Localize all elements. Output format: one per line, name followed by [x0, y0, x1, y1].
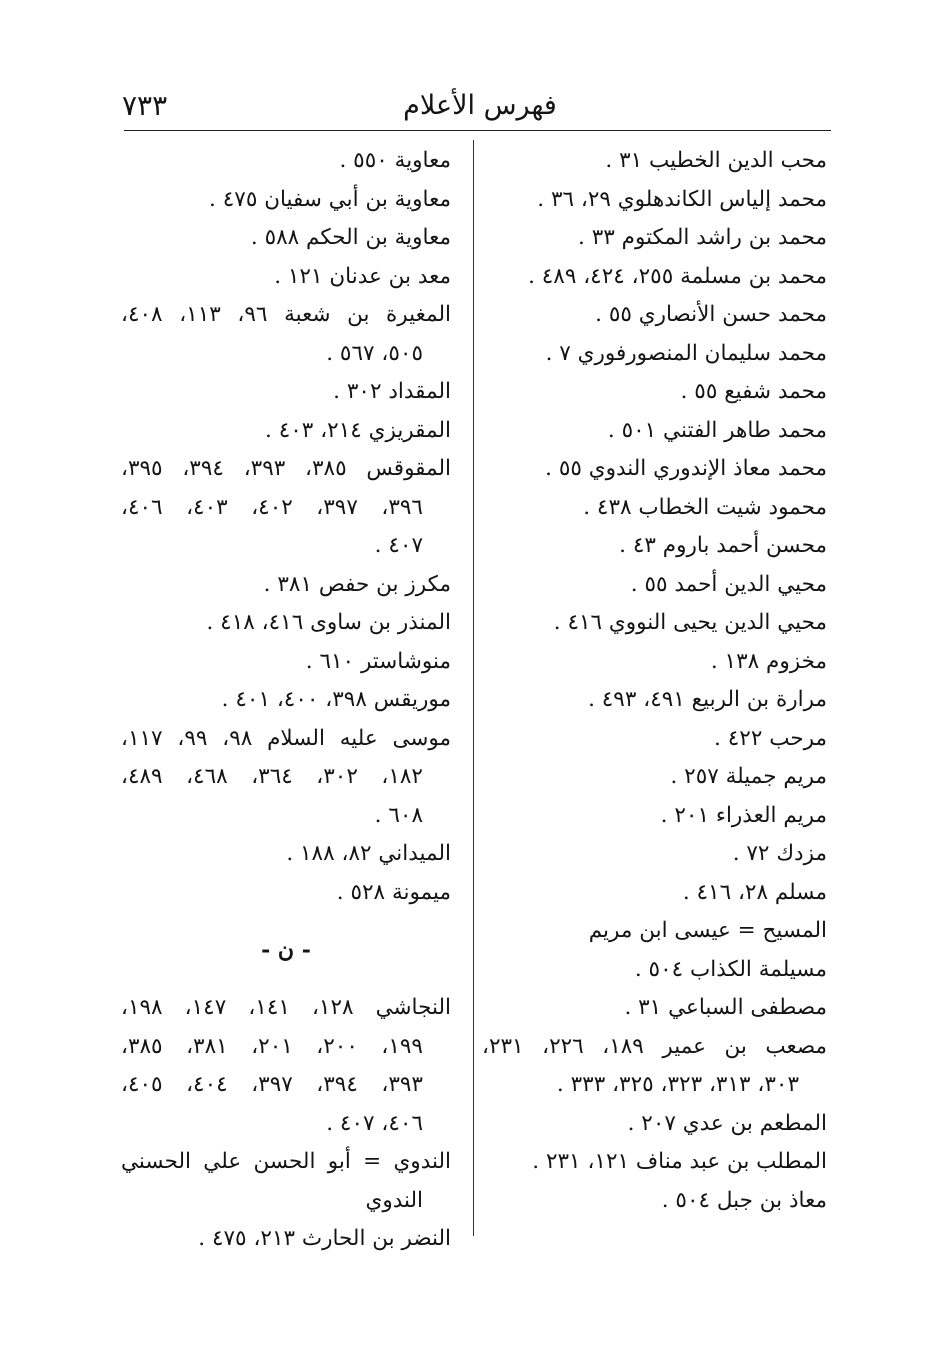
index-entry: محسن أحمد باروم ٤٣ . [619, 533, 827, 558]
index-entry-continuation: ٦٠٨ . [374, 802, 423, 828]
index-entry: المقريزي ٢١٤، ٤٠٣ . [265, 417, 451, 443]
index-entry: محمد بن مسلمة ٢٥٥، ٤٢٤، ٤٨٩ . [528, 263, 827, 289]
index-entry: معاوية بن أبي سفيان ٤٧٥ . [209, 186, 451, 212]
index-entry-continuation: ٣٩٣، ٣٩٤، ٣٩٧، ٤٠٤، ٤٠٥، [121, 1072, 423, 1097]
index-entry: المنذر بن ساوى ٤١٦، ٤١٨ . [206, 610, 451, 635]
index-entry: محيي الدين يحيى النووي ٤١٦ . [553, 610, 827, 635]
index-entry: النجاشي ١٢٨، ١٤١، ١٤٧، ١٩٨، [121, 995, 451, 1020]
index-entry: مرارة بن الربيع ٤٩١، ٤٩٣ . [588, 687, 827, 712]
index-entry: معاوية بن الحكم ٥٨٨ . [250, 225, 451, 250]
index-entry: مكرز بن حفص ٣٨١ . [263, 571, 451, 597]
index-entry-continuation: ٤٠٦، ٤٠٧ . [326, 1110, 423, 1136]
index-entry: محمد إلياس الكاندهلوي ٢٩، ٣٦ . [537, 186, 827, 212]
index-entry: محيي الدين أحمد ٥٥ . [630, 571, 827, 597]
index-entry-continuation: ١٨٢، ٣٠٢، ٣٦٤، ٤٦٨، ٤٨٩، [121, 764, 423, 789]
index-entry: مرحب ٤٢٢ . [714, 725, 827, 751]
index-entry: الميداني ٨٢، ١٨٨ . [286, 841, 451, 866]
index-entry: الندوي = أبو الحسن علي الحسني [121, 1149, 451, 1174]
index-entry: مريم جميلة ٢٥٧ . [670, 764, 827, 789]
index-entry: موريقس ٣٩٨، ٤٠٠، ٤٠١ . [221, 687, 451, 712]
index-entry: مسيلمة الكذاب ٥٠٤ . [634, 956, 827, 982]
index-entry: مريم العذراء ٢٠١ . [660, 802, 827, 828]
index-column-right [482, 142, 827, 1220]
index-entry: المسيح = عيسى ابن مريم [588, 918, 827, 943]
index-entry: المغيرة بن شعبة ٩٦، ١١٣، ٤٠٨، [121, 302, 451, 327]
index-entry: مسلم ٢٨، ٤١٦ . [682, 879, 827, 905]
index-column-left [121, 142, 451, 1259]
index-entry: محمد شفيع ٥٥ . [680, 379, 827, 404]
header-rule [124, 130, 831, 131]
index-entry-continuation: ٥٠٥، ٥٦٧ . [326, 340, 423, 366]
index-entry: محمد معاذ الإندوري الندوي ٥٥ . [545, 456, 827, 481]
index-entry: النضر بن الحارث ٢١٣، ٤٧٥ . [198, 1226, 451, 1251]
index-entry: مزدك ٧٢ . [732, 841, 827, 866]
index-entry: مخزوم ١٣٨ . [710, 648, 827, 674]
page-number: ٧٣٣ [122, 89, 168, 122]
index-entry: معاذ بن جبل ٥٠٤ . [661, 1187, 827, 1213]
index-entry-continuation: ١٩٩، ٢٠٠، ٢٠١، ٣٨١، ٣٨٥، [121, 1033, 423, 1059]
index-entry-continuation: ٣٩٦، ٣٩٧، ٤٠٢، ٤٠٣، ٤٠٦، [121, 494, 423, 520]
index-entry: المقداد ٣٠٢ . [333, 379, 451, 404]
index-entry: محمد حسن الأنصاري ٥٥ . [595, 302, 827, 327]
index-entry: محمد بن راشد المكتوم ٣٣ . [578, 225, 827, 250]
page-title: فهرس الأعلام [403, 90, 557, 121]
index-entry: المقوقس ٣٨٥، ٣٩٣، ٣٩٤، ٣٩٥، [121, 456, 451, 481]
index-entry-continuation: الندوي [365, 1187, 423, 1213]
index-entry: المطلب بن عبد مناف ١٢١، ٢٣١ . [532, 1149, 827, 1174]
index-entry: مصعب بن عمير ١٨٩، ٢٢٦، ٢٣١، [482, 1033, 827, 1059]
index-entry-continuation: ٣٠٣، ٣١٣، ٣٢٣، ٣٢٥، ٣٣٣ . [556, 1072, 799, 1097]
index-entry: موسى عليه السلام ٩٨، ٩٩، ١١٧، [121, 725, 451, 751]
index-entry: معد بن عدنان ١٢١ . [274, 263, 451, 289]
index-entry: محمد سليمان المنصورفوري ٧ . [545, 340, 827, 366]
index-entry: محب الدين الخطيب ٣١ . [605, 148, 827, 173]
index-entry: مصطفى السباعي ٣١ . [624, 995, 827, 1020]
index-entry: ميمونة ٥٢٨ . [336, 879, 451, 905]
index-entry: معاوية ٥٥٠ . [339, 148, 451, 173]
column-divider [473, 140, 474, 1236]
section-heading-noon: - ن - [261, 937, 311, 963]
index-entry: المطعم بن عدي ٢٠٧ . [627, 1110, 827, 1136]
index-entry: محمد طاهر الفتني ٥٠١ . [607, 417, 827, 443]
index-entry: محمود شيت الخطاب ٤٣٨ . [583, 494, 827, 520]
index-entry: منوشاستر ٦١٠ . [305, 648, 451, 674]
index-entry-continuation: ٤٠٧ . [374, 533, 423, 558]
